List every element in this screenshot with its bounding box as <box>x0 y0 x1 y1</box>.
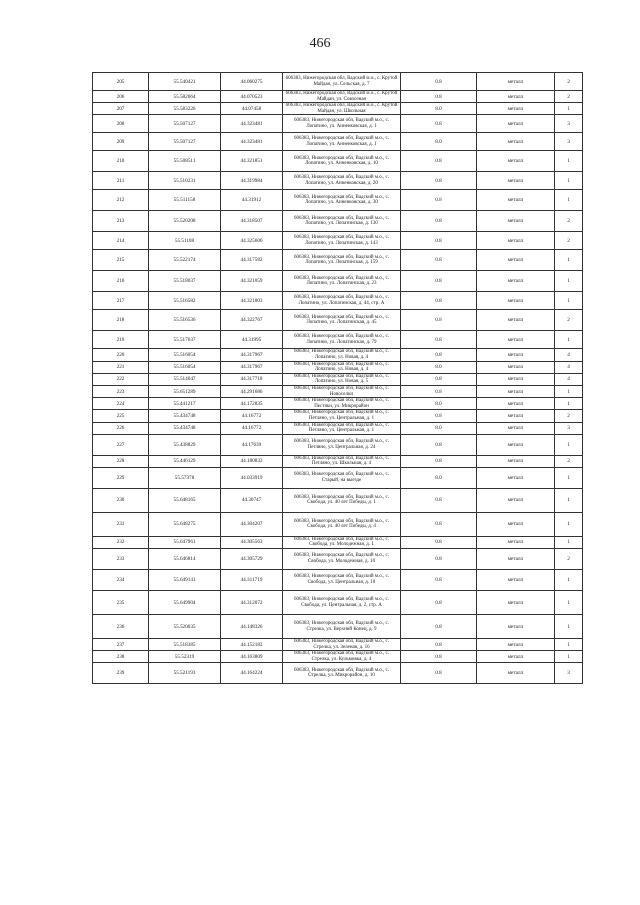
table-row <box>93 651 583 663</box>
cell-longitude: 44.164224 <box>221 663 283 684</box>
cell-longitude: 44.321851 <box>221 151 283 172</box>
cell-count: 2 <box>555 91 583 103</box>
cell-number: 231 <box>93 512 149 536</box>
cell-number: 209 <box>93 133 149 151</box>
cell-longitude: 44.148326 <box>221 615 283 639</box>
cell-latitude: 55.540421 <box>149 73 221 91</box>
cell-area: 0.8 <box>401 536 477 548</box>
cell-address: 606383, Нижегородская обл, Вадский м.о., с. Свобода, ул. Молодежная, д. 1 <box>283 536 401 548</box>
cell-latitude: 55.582664 <box>149 91 221 103</box>
cell-longitude: 44.152183 <box>221 639 283 651</box>
cell-address: 606383, Нижегородская обл, Вадский м.о., с. Свобода, ул. Центральная, д. 10 <box>283 570 401 591</box>
cell-area: 0.8 <box>401 310 477 331</box>
cell-longitude: 44.312072 <box>221 591 283 615</box>
cell-area: 0.8 <box>401 455 477 467</box>
cell-latitude: 55.648275 <box>149 512 221 536</box>
cell-longitude: 44.033919 <box>221 467 283 488</box>
cell-area: 0.8 <box>401 570 477 591</box>
table-row <box>93 536 583 548</box>
cell-material: металл <box>477 331 555 349</box>
cell-latitude: 55.507127 <box>149 115 221 133</box>
cell-number: 239 <box>93 663 149 684</box>
cell-latitude: 55.649904 <box>149 591 221 615</box>
cell-count: 1 <box>555 398 583 410</box>
cell-latitude: 55.441217 <box>149 398 221 410</box>
cell-latitude: 55.57378 <box>149 467 221 488</box>
table-row <box>93 73 583 91</box>
cell-material: металл <box>477 536 555 548</box>
cell-area: 0.8 <box>401 663 477 684</box>
cell-area: 0.8 <box>401 250 477 271</box>
cell-address: 606383, Нижегородская обл, Вадский м.о., с. Свобода, ул. Молодежная, д. 10 <box>283 549 401 570</box>
cell-count: 2 <box>555 549 583 570</box>
cell-number: 212 <box>93 190 149 211</box>
cell-material: металл <box>477 172 555 190</box>
cell-area: 0.8 <box>401 591 477 615</box>
cell-latitude: 55.446129 <box>149 455 221 467</box>
cell-address: 606383, Нижегородская обл, Вадский м.о., с. Лопатино, ул. Анненковская, д. 20 <box>283 172 401 190</box>
cell-number: 237 <box>93 639 149 651</box>
cell-material: металл <box>477 250 555 271</box>
cell-number: 208 <box>93 115 149 133</box>
cell-latitude: 55.520035 <box>149 615 221 639</box>
table-row <box>93 410 583 422</box>
cell-number: 218 <box>93 310 149 331</box>
cell-longitude: 44.323481 <box>221 133 283 151</box>
cell-material: металл <box>477 639 555 651</box>
cell-address: 606383, Нижегородская обл, Вадский м.о., с. Лопатино, ул. Новая, д. 4 <box>283 361 401 373</box>
cell-count: 1 <box>555 103 583 115</box>
cell-material: металл <box>477 410 555 422</box>
cell-longitude: 44.31995 <box>221 331 283 349</box>
cell-address: 606383, Нижегородская обл, Вадский м.о., с. Лопатино, ул. Лопатинская, д. 130 <box>283 211 401 232</box>
cell-address: 606383, Нижегородская обл, Вадский м.о., с. Лопатино, ул. Лопатинская, д. 45 <box>283 310 401 331</box>
cell-latitude: 55.514647 <box>149 373 221 385</box>
cell-latitude: 55.434748 <box>149 410 221 422</box>
cell-number: 229 <box>93 467 149 488</box>
registry-table <box>92 72 583 684</box>
cell-count: 1 <box>555 172 583 190</box>
cell-count: 1 <box>555 488 583 512</box>
cell-address: 606383, Нижегородская обл, Вадский м.о., с. Пестяки, ул. Микрорайон <box>283 398 401 410</box>
cell-address: 606383, Нижегородская обл, Вадский м.о., с. Стрелка, ул. Кульмовка, д. 4 <box>283 651 401 663</box>
cell-latitude: 55.516054 <box>149 349 221 361</box>
cell-material: металл <box>477 422 555 434</box>
cell-address: 606383, Нижегородская обл, Вадский м.о., с. Крутой Майдан, ул. Совхозная <box>283 91 401 103</box>
cell-area: 0.8 <box>401 292 477 310</box>
cell-material: металл <box>477 292 555 310</box>
cell-count: 3 <box>555 663 583 684</box>
cell-material: металл <box>477 373 555 385</box>
table-row <box>93 570 583 591</box>
cell-longitude: 44.321059 <box>221 271 283 292</box>
cell-material: металл <box>477 151 555 172</box>
cell-count: 1 <box>555 271 583 292</box>
cell-longitude: 44.31912 <box>221 190 283 211</box>
cell-material: металл <box>477 361 555 373</box>
cell-longitude: 44.322767 <box>221 310 283 331</box>
cell-area: 8.0 <box>401 361 477 373</box>
table-row <box>93 373 583 385</box>
cell-latitude: 55.521193 <box>149 663 221 684</box>
cell-address: 606383, Нижегородская обл, Вадский м.о., с. Новоселки <box>283 385 401 397</box>
table-row <box>93 271 583 292</box>
cell-count: 2 <box>555 232 583 250</box>
cell-count: 1 <box>555 570 583 591</box>
cell-latitude: 55.52319 <box>149 651 221 663</box>
cell-count: 1 <box>555 467 583 488</box>
cell-latitude: 55.651289 <box>149 385 221 397</box>
cell-latitude: 55.516054 <box>149 361 221 373</box>
cell-count: 4 <box>555 349 583 361</box>
cell-material: металл <box>477 651 555 663</box>
cell-longitude: 44.291686 <box>221 385 283 397</box>
cell-number: 236 <box>93 615 149 639</box>
cell-area: 8.0 <box>401 398 477 410</box>
cell-material: металл <box>477 91 555 103</box>
table-row <box>93 455 583 467</box>
cell-address: 606383, Нижегородская обл, Вадский м.о., с. Лопатино, ул. Анненковская, д. 1 <box>283 115 401 133</box>
cell-number: 205 <box>93 73 149 91</box>
table-body <box>93 73 583 684</box>
cell-latitude: 55.648165 <box>149 488 221 512</box>
cell-longitude: 44.317967 <box>221 349 283 361</box>
cell-latitude: 55.438829 <box>149 434 221 455</box>
cell-area: 0.8 <box>401 549 477 570</box>
cell-material: металл <box>477 467 555 488</box>
cell-latitude: 55.517637 <box>149 331 221 349</box>
cell-number: 216 <box>93 271 149 292</box>
cell-count: 3 <box>555 422 583 434</box>
cell-latitude: 55.51108 <box>149 232 221 250</box>
cell-area: 0.8 <box>401 172 477 190</box>
table-row <box>93 211 583 232</box>
cell-count: 1 <box>555 591 583 615</box>
cell-area: 8.0 <box>401 103 477 115</box>
cell-number: 222 <box>93 373 149 385</box>
cell-material: металл <box>477 549 555 570</box>
cell-address: 606383, Нижегородская обл, Вадский м.о., с. Петляно, ул. Центральная, д. 1 <box>283 422 401 434</box>
cell-address: 606383, Нижегородская обл, Вадский м.о., с. Свобода, ул. Центральная, д. 2, стр. А <box>283 591 401 615</box>
cell-address: 606383, Нижегородская обл, Вадский м.о., с. Петляно, ул. Центральная, д. 24 <box>283 434 401 455</box>
cell-area: 0.8 <box>401 151 477 172</box>
cell-material: металл <box>477 271 555 292</box>
cell-number: 225 <box>93 410 149 422</box>
cell-number: 234 <box>93 570 149 591</box>
cell-longitude: 44.323481 <box>221 115 283 133</box>
cell-latitude: 55.518037 <box>149 271 221 292</box>
cell-area: 0.8 <box>401 385 477 397</box>
table-row <box>93 190 583 211</box>
cell-longitude: 44.17639 <box>221 434 283 455</box>
cell-count: 1 <box>555 190 583 211</box>
cell-longitude: 44.325606 <box>221 232 283 250</box>
cell-address: 606383, Нижегородская обл, Вадский м.о., с. Лопатино, ул. Анненковская, д. 30 <box>283 190 401 211</box>
cell-material: металл <box>477 115 555 133</box>
table-row <box>93 292 583 310</box>
cell-address: 606383, Нижегородская обл, Вадский м.о., с. Лопатино, ул. Лопатинская, д. 23 <box>283 271 401 292</box>
cell-number: 223 <box>93 385 149 397</box>
cell-longitude: 44.319984 <box>221 172 283 190</box>
cell-area: 0.8 <box>401 232 477 250</box>
registry-table-wrap <box>92 72 582 684</box>
cell-count: 3 <box>555 115 583 133</box>
cell-longitude: 44.304207 <box>221 512 283 536</box>
cell-area: 0.8 <box>401 651 477 663</box>
cell-area: 8.0 <box>401 467 477 488</box>
cell-longitude: 44.172835 <box>221 398 283 410</box>
cell-longitude: 44.16772 <box>221 410 283 422</box>
table-row <box>93 488 583 512</box>
cell-address: 606383, Нижегородская обл, Вадский м.о., с. Лопатино, ул. Лопатинская, д. 143 <box>283 232 401 250</box>
cell-number: 220 <box>93 349 149 361</box>
cell-address: 606383, Нижегородская обл, Вадский м.о., с. Петляно, ул. Школьная, д. 4 <box>283 455 401 467</box>
cell-material: металл <box>477 663 555 684</box>
cell-area: 0.8 <box>401 190 477 211</box>
cell-longitude: 44.317582 <box>221 250 283 271</box>
table-row <box>93 232 583 250</box>
cell-area: 0.8 <box>401 91 477 103</box>
cell-count: 1 <box>555 651 583 663</box>
cell-count: 1 <box>555 536 583 548</box>
table-row <box>93 310 583 331</box>
cell-count: 3 <box>555 133 583 151</box>
cell-address: 606383, Нижегородская обл, Вадский м.о., с. Свобода, ул. 40 лет Победы, д. 4 <box>283 512 401 536</box>
cell-material: металл <box>477 512 555 536</box>
cell-address: 606383, Нижегородская обл, Вадский м.о., с. Стрелка, ул. Микрорайон, д. 10 <box>283 663 401 684</box>
cell-material: металл <box>477 570 555 591</box>
cell-address: 606383, Нижегородская обл, Вадский м.о., с. Стрелка, ул. Зеленая, д. 16 <box>283 639 401 651</box>
cell-latitude: 55.434748 <box>149 422 221 434</box>
cell-material: металл <box>477 232 555 250</box>
table-row <box>93 422 583 434</box>
cell-longitude: 44.070523 <box>221 91 283 103</box>
cell-area: 8.0 <box>401 133 477 151</box>
cell-address: 606383, Нижегородская обл, Вадский м.о., с. Лопатино, ул. Новая, д. 5 <box>283 373 401 385</box>
table-row <box>93 639 583 651</box>
cell-count: 2 <box>555 455 583 467</box>
cell-latitude: 55.510231 <box>149 172 221 190</box>
table-row <box>93 103 583 115</box>
cell-material: металл <box>477 591 555 615</box>
cell-number: 219 <box>93 331 149 349</box>
cell-count: 1 <box>555 639 583 651</box>
cell-area: 0.8 <box>401 73 477 91</box>
table-row <box>93 115 583 133</box>
cell-number: 227 <box>93 434 149 455</box>
cell-area: 0.8 <box>401 211 477 232</box>
cell-address: 606383, Нижегородская обл, Вадский м.о., с. Лопатино, ул. Анненковская, д. 10 <box>283 151 401 172</box>
cell-number: 217 <box>93 292 149 310</box>
cell-count: 1 <box>555 512 583 536</box>
cell-material: металл <box>477 133 555 151</box>
table-row <box>93 615 583 639</box>
cell-number: 221 <box>93 361 149 373</box>
cell-number: 228 <box>93 455 149 467</box>
cell-count: 4 <box>555 361 583 373</box>
cell-latitude: 55.647961 <box>149 536 221 548</box>
cell-count: 1 <box>555 615 583 639</box>
cell-number: 238 <box>93 651 149 663</box>
cell-material: металл <box>477 211 555 232</box>
cell-material: металл <box>477 398 555 410</box>
cell-number: 210 <box>93 151 149 172</box>
table-row <box>93 549 583 570</box>
cell-area: 0.8 <box>401 410 477 422</box>
cell-area: 0.8 <box>401 434 477 455</box>
cell-area: 8.0 <box>401 422 477 434</box>
cell-longitude: 44.321803 <box>221 292 283 310</box>
cell-longitude: 44.180833 <box>221 455 283 467</box>
cell-address: 606383, Нижегородская обл, Вадский м.о., с. Лопатино, ул. Новая, д. 4 <box>283 349 401 361</box>
cell-latitude: 55.507127 <box>149 133 221 151</box>
cell-material: металл <box>477 385 555 397</box>
table-row <box>93 331 583 349</box>
cell-count: 2 <box>555 410 583 422</box>
cell-number: 214 <box>93 232 149 250</box>
cell-longitude: 44.163809 <box>221 651 283 663</box>
cell-longitude: 44.318507 <box>221 211 283 232</box>
cell-latitude: 55.518385 <box>149 639 221 651</box>
cell-material: металл <box>477 73 555 91</box>
cell-number: 233 <box>93 549 149 570</box>
cell-count: 1 <box>555 331 583 349</box>
table-row <box>93 349 583 361</box>
cell-count: 1 <box>555 151 583 172</box>
cell-address: 606383, Нижегородская обл, Вадский м.о., с. Петляно, ул. Центральная, д. 1 <box>283 410 401 422</box>
cell-address: 606383, Нижегородская обл, Вадский м.о., с. Старый, на выезде <box>283 467 401 488</box>
cell-latitude: 55.516536 <box>149 310 221 331</box>
cell-material: металл <box>477 310 555 331</box>
cell-longitude: 44.317718 <box>221 373 283 385</box>
cell-address: 606383, Нижегородская обл, Вадский м.о., с. Стрелка, ул. Верхний Конец, д. 9 <box>283 615 401 639</box>
cell-number: 226 <box>93 422 149 434</box>
cell-number: 235 <box>93 591 149 615</box>
cell-address: 606383, Нижегородская обл, Вадский м.о., с. Лопатино, ул. Лопатинская, д. 44, стр. А <box>283 292 401 310</box>
cell-longitude: 44.07458 <box>221 103 283 115</box>
cell-count: 1 <box>555 385 583 397</box>
cell-count: 2 <box>555 73 583 91</box>
cell-area: 0.8 <box>401 115 477 133</box>
table-row <box>93 133 583 151</box>
page-number: 466 <box>309 36 331 51</box>
table-row <box>93 663 583 684</box>
cell-area: 0.8 <box>401 373 477 385</box>
cell-count: 2 <box>555 211 583 232</box>
cell-number: 213 <box>93 211 149 232</box>
cell-material: металл <box>477 349 555 361</box>
cell-latitude: 55.511158 <box>149 190 221 211</box>
cell-number: 215 <box>93 250 149 271</box>
cell-number: 232 <box>93 536 149 548</box>
table-row <box>93 250 583 271</box>
cell-longitude: 44.317967 <box>221 361 283 373</box>
cell-number: 230 <box>93 488 149 512</box>
cell-longitude: 44.30747 <box>221 488 283 512</box>
cell-count: 2 <box>555 310 583 331</box>
cell-material: металл <box>477 190 555 211</box>
cell-area: 0.8 <box>401 512 477 536</box>
cell-area: 0.8 <box>401 615 477 639</box>
cell-material: металл <box>477 434 555 455</box>
cell-number: 224 <box>93 398 149 410</box>
table-row <box>93 434 583 455</box>
cell-latitude: 55.516582 <box>149 292 221 310</box>
cell-area: 0.8 <box>401 271 477 292</box>
cell-latitude: 55.520208 <box>149 211 221 232</box>
table-row <box>93 91 583 103</box>
cell-count: 1 <box>555 434 583 455</box>
cell-longitude: 44.060275 <box>221 73 283 91</box>
cell-longitude: 44.305729 <box>221 549 283 570</box>
cell-address: 606383, Нижегородская обл, Вадский м.о., с. Лопатино, ул. Лопатинская, д. 159 <box>283 250 401 271</box>
table-row <box>93 172 583 190</box>
table-row <box>93 361 583 373</box>
cell-count: 4 <box>555 373 583 385</box>
cell-address: 606383, Нижегородская обл, Вадский м.о., с. Лопатино, ул. Лопатинская, д. 79 <box>283 331 401 349</box>
cell-address: 606383, Нижегородская обл, Вадский м.о., с. Крутой Майдан, ул. Сельская, д. 7 <box>283 73 401 91</box>
cell-area: 0.8 <box>401 331 477 349</box>
cell-latitude: 55.583226 <box>149 103 221 115</box>
cell-latitude: 55.649141 <box>149 570 221 591</box>
cell-longitude: 44.16772 <box>221 422 283 434</box>
cell-area: 0.8 <box>401 349 477 361</box>
cell-material: металл <box>477 615 555 639</box>
cell-count: 1 <box>555 292 583 310</box>
cell-area: 0.8 <box>401 639 477 651</box>
cell-latitude: 55.508511 <box>149 151 221 172</box>
cell-area: 0.8 <box>401 488 477 512</box>
cell-material: металл <box>477 103 555 115</box>
table-row <box>93 398 583 410</box>
table-row <box>93 385 583 397</box>
cell-count: 1 <box>555 250 583 271</box>
table-row <box>93 467 583 488</box>
cell-address: 606383, Нижегородская обл, Вадский м.о., с. Свобода, ул. 40 лет Победы, д. 1 <box>283 488 401 512</box>
cell-address: 606383, Нижегородская обл, Вадский м.о., с. Лопатино, ул. Анненковская, д. 1 <box>283 133 401 151</box>
cell-longitude: 44.311719 <box>221 570 283 591</box>
table-row <box>93 591 583 615</box>
cell-address: 606383, Нижегородская обл, Вадский м.о., с. Крутой Майдан, ул. Школьная <box>283 103 401 115</box>
cell-number: 206 <box>93 91 149 103</box>
cell-material: металл <box>477 488 555 512</box>
cell-number: 207 <box>93 103 149 115</box>
table-row <box>93 512 583 536</box>
table-row <box>93 151 583 172</box>
cell-number: 211 <box>93 172 149 190</box>
cell-material: металл <box>477 455 555 467</box>
cell-longitude: 44.305563 <box>221 536 283 548</box>
cell-latitude: 55.522174 <box>149 250 221 271</box>
cell-latitude: 55.646814 <box>149 549 221 570</box>
